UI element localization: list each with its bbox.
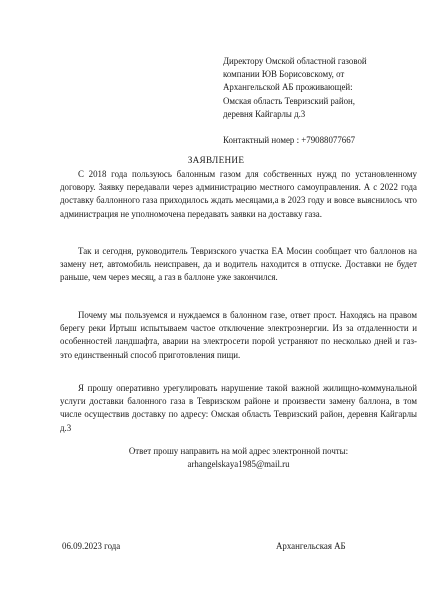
addressee-line: Директору Омской областной газовой [223,56,367,66]
document-date: 06.09.2023 года [62,541,121,551]
signature-name: Архангельская АБ [276,541,346,551]
paragraph-1: С 2018 года пользуюсь балонным газом для собственных нужд по установленному договору. Заявку передавали через администрацию местного самоуправления. А с 2022 года доставку баллонного газа приходилось ждать месяцами,а в 2023 году и вовсе выяснилось что администрация не уполномочена передавать заявки на доставку газа. [60,169,417,219]
paragraph-3: Почему мы пользуемся и нуждаемся в балонном газе, ответ прост. Находясь на правом берегу реки Иртыш испытываем частое отключение электроэнергии. Из за отдаленности и особенностей ландшафта, аварии на электросети порой устраняют по несколько дней и газ- это единственный способ приготовления пищи. [60,310,417,360]
paragraph-2: Так и сегодня, руководитель Тевризского участка ЕА Мосин сообщает что баллонов на замену нет, автомобиль неисправен, да и водитель находится в отпуске. Доставки не будет раньше, чем через месяц, а газ в баллоне уже закончился. [60,246,417,283]
addressee-line: деревня Кайгарлы д.3 [223,108,306,119]
addressee-line: компании ЮВ Борисовскому, от [223,69,345,80]
addressee-line: Омская область Тевризский район, [223,95,355,106]
contact-number: Контактный номер : +79088077667 [223,135,356,146]
reply-request [60,445,417,471]
paragraph-4: Я прошу оперативно урегулировать нарушение такой важной жилищно-коммунальной услуги доставки балонного газа в Тевризском районе и произвести замену баллона, в том числе осуществив доставку по адресу: Омская область Тевризский район, деревня Кайгарлы д.3 [60,383,417,433]
addressee-line: Архангельской АБ проживающей: [223,82,353,93]
addressee-block [223,55,419,147]
document-title: ЗАЯВЛЕНИЕ [187,155,245,165]
reply-request-text: Ответ прошу направить на мой адрес электронной почты: [128,446,349,456]
email-address: arhangelskaya1985@mail.ru [187,459,290,470]
